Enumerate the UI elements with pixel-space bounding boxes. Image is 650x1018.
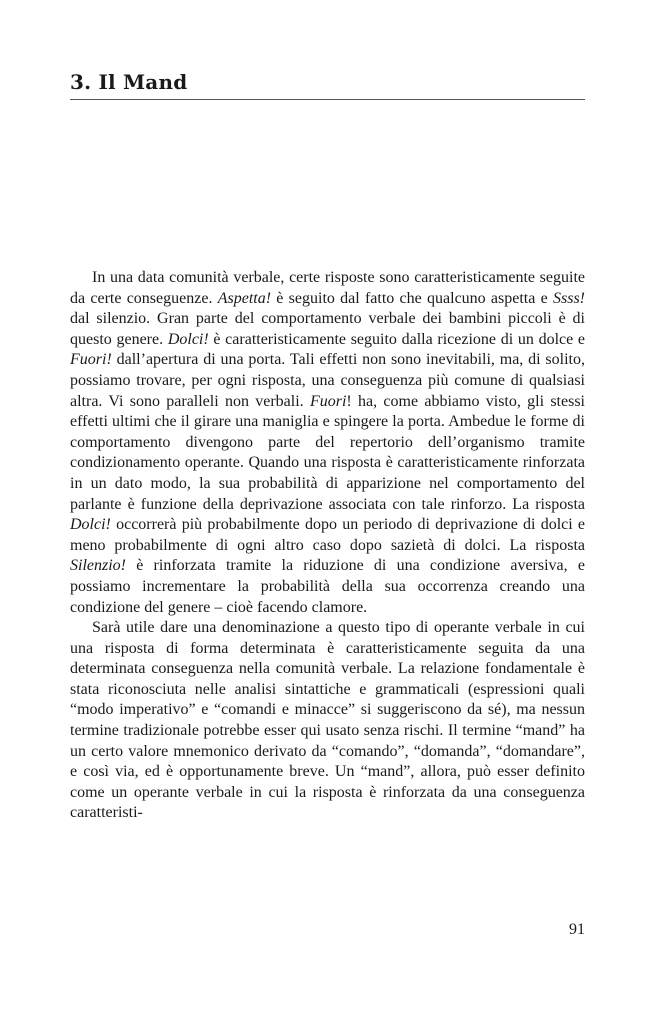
text-run: ! ha, come abbiamo visto, gli stessi effetti ultimi che il girare una maniglia e spingere la porta. Ambedue le forme di comportamento divengono parte del repertorio dell’organismo tramite condizionamento operante. Quando una risposta è caratteristicamente rinforzata in un dato modo, la sua probabilità di apparizione nel comportamento del parlante è funzione della deprivazione associata con tale rinforzo. La risposta xyxy=(70,392,586,513)
title-rule xyxy=(70,99,585,100)
chapter-title: 3. Il Mand xyxy=(70,70,188,94)
text-run: è seguito dal fatto che qualcuno aspetta e xyxy=(271,289,553,307)
text-run: Sarà utile dare una denominazione a questo tipo di operante verbale in cui una risposta di forma determinata è caratteristicamente seguita da una determinata conseguenza nella comunità verbale. La relazione fondamentale è stata riconosciuta nelle analisi sintattiche e grammaticali (espressioni quali “modo imperativo” e “comandi e minacce” si suggeriscono da sé), ma nessun termine tradizionale potrebbe esser qui usato senza rischi. Il termine “mand” ha un certo valore mnemonico derivato da “comando”, “domanda”, “domandare”, e così via, ed è opportunamente breve. Un “mand”, allora, può esser definito come un operante verbale in cui la risposta è rinforzata da una conseguenza caratteristi- xyxy=(70,619,585,822)
italic-term: Aspetta! xyxy=(217,289,272,307)
italic-term: Silenzio! xyxy=(70,557,126,575)
paragraph-1 xyxy=(70,268,585,618)
text-run: occorrerà più probabilmente dopo un periodo di deprivazione di dolci e meno probabilmente di ogni altro caso dopo sazietà di dolci. La risposta xyxy=(70,516,585,554)
italic-term: Ssss! xyxy=(553,289,586,307)
italic-term: Fuori xyxy=(309,392,347,410)
text-run: dall’apertura di una porta. Tali effetti non sono inevitabili, ma, di solito, possiamo trovare, per ogni risposta, una conseguenza più comune di qualsiasi altra. Vi sono paralleli non verbali. xyxy=(70,351,585,410)
paragraph-2 xyxy=(70,618,585,824)
italic-term: Dolci! xyxy=(70,516,111,534)
italic-term: Dolci! xyxy=(167,330,209,348)
text-run: è caratteristicamente seguito dalla ricezione di un dolce e xyxy=(208,330,586,348)
text-run: In una data comunità verbale, certe risposte sono caratteristicamente seguite da certe conseguenze. xyxy=(70,269,585,307)
italic-term: Fuori! xyxy=(70,351,112,369)
body-text xyxy=(70,268,585,824)
text-run: dal silenzio. Gran parte del comportamento verbale dei bambini piccoli è di questo genere. xyxy=(70,310,585,348)
page-number: 91 xyxy=(569,921,585,938)
text-run: è rinforzata tramite la riduzione di una condizione aversiva, e possiamo incrementare la probabilità della sua occorrenza creando una condizione del genere – cioè facendo clamore. xyxy=(70,557,585,616)
